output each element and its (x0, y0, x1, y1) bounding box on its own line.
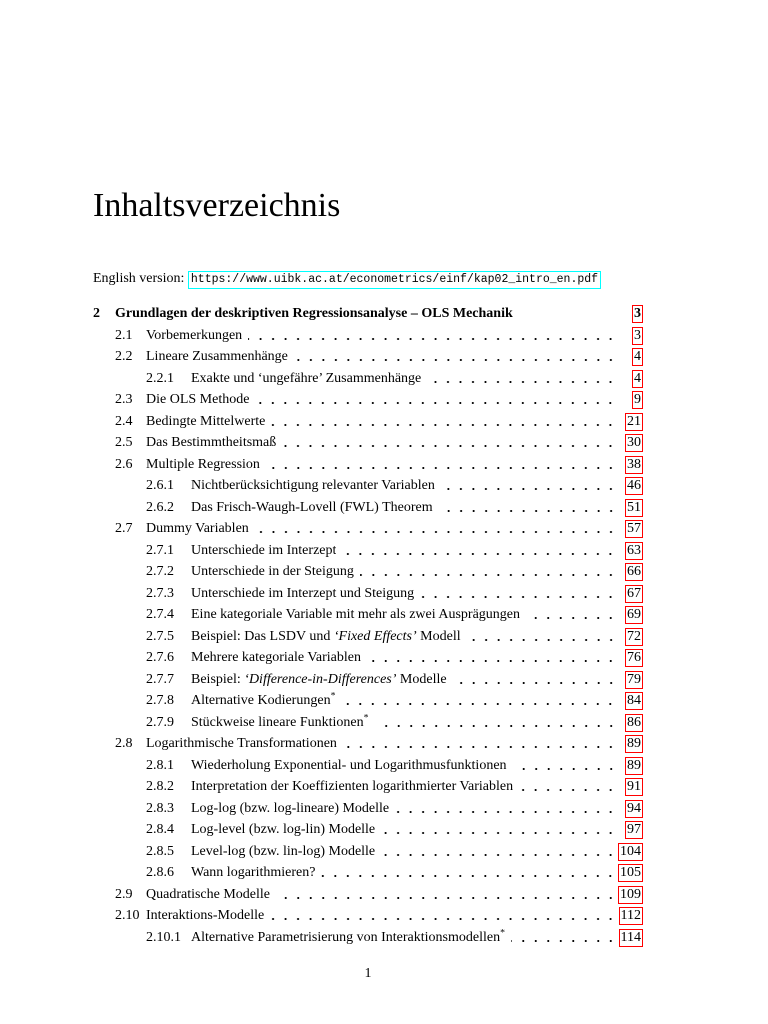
toc-subsection (93, 626, 643, 648)
toc-entry-title-text: Interpretation der Koeffizienten logarithmierter Variablen (191, 779, 514, 794)
toc-entry-title (191, 583, 414, 605)
toc-entry-title-text: Bedingte Mittelwerte (146, 413, 266, 429)
toc-page-link[interactable]: 112 (620, 908, 641, 923)
toc-entry-title-emphasis: ‘Difference-in-Differences’ (244, 671, 397, 687)
toc-entry-title-text: Die OLS Methode (146, 392, 250, 407)
toc-entry-title-text: Alternative Kodierungen (191, 693, 331, 708)
toc-page-link[interactable]: 76 (627, 650, 641, 665)
toc-entry-page (617, 626, 643, 648)
toc-entry-number: 2.8.3 (146, 800, 174, 816)
toc-entry-title (191, 712, 369, 734)
toc-entry-title-part: Modell (416, 628, 461, 644)
toc-entry-title-text: Alternative Parametrisierung von Interaktionsmodellen (191, 929, 501, 945)
toc-entry-title-text: Quadratische Modelle (146, 886, 271, 902)
toc-entry-title-text: Vorbemerkungen (146, 327, 243, 343)
toc-entry-number: 2.8.6 (146, 865, 174, 880)
toc-entry-title (191, 540, 336, 562)
page-title: Inhaltsverzeichnis (93, 187, 341, 224)
toc-entry-title (146, 905, 264, 927)
dot-leader (381, 819, 617, 841)
toc-entry-page (617, 561, 643, 583)
toc-subsection (93, 540, 643, 562)
toc-entry-title-text: Das Bestimmtheitsmaß (146, 435, 277, 450)
toc-entry-page (617, 798, 643, 820)
toc-page-link[interactable]: 21 (627, 413, 641, 429)
toc-entry-page (617, 819, 643, 841)
toc-page-link[interactable]: 89 (627, 736, 641, 751)
toc-entry-title-text: Eine kategoriale Variable mit mehr als zwei Ausprägungen (191, 607, 521, 622)
toc-entry-title (191, 798, 389, 820)
toc-entry-title (146, 733, 337, 755)
toc-entry-number: 2.1 (115, 327, 133, 343)
dot-leader (294, 346, 617, 368)
toc-page-link[interactable]: 109 (620, 886, 641, 902)
toc-entry-number: 2.7.8 (146, 693, 174, 708)
toc-entry-title (191, 927, 505, 949)
toc-entry-number: 2.4 (115, 413, 133, 429)
toc-page-link[interactable]: 114 (620, 929, 641, 945)
toc-section (93, 905, 643, 927)
dot-leader (360, 561, 617, 583)
toc-entry-title (191, 368, 421, 390)
toc-entry-page (617, 432, 643, 454)
toc-section (93, 432, 643, 454)
toc-entry-title-text: Exakte und ‘ungefähre’ Zusammenhänge (191, 370, 422, 386)
toc-section (93, 884, 643, 906)
toc-entry-title (146, 432, 276, 454)
toc-entry-title-part: Beispiel: (191, 671, 245, 687)
toc-entry-page (617, 927, 643, 949)
toc-section (93, 733, 643, 755)
dot-leader (467, 626, 617, 648)
toc-subsection (93, 690, 643, 712)
toc-entry-title-text: Unterschiede im Interzept (191, 542, 337, 558)
toc-entry-number: 2.7.5 (146, 628, 174, 644)
toc-subsection (93, 583, 643, 605)
dot-leader (511, 927, 617, 949)
toc-entry-title (146, 454, 260, 476)
toc-entry-page (617, 755, 643, 777)
dot-leader (342, 540, 617, 562)
toc-subsection (93, 561, 643, 583)
toc-entry-title-text: Level-log (bzw. lin-log) Modelle (191, 843, 376, 859)
toc-page-link[interactable]: 89 (627, 757, 641, 773)
toc-entry-page (617, 733, 643, 755)
toc-entry-number: 2.8 (115, 736, 133, 751)
toc-entry-title-emphasis: ‘Fixed Effects’ (333, 628, 417, 644)
toc-entry-number: 2.10 (115, 908, 140, 923)
dot-leader (341, 690, 617, 712)
toc-entry-page (617, 346, 643, 368)
toc-page-link[interactable]: 4 (634, 349, 641, 364)
toc-entry-title-text: Mehrere kategoriale Variablen (191, 650, 361, 665)
toc-entry-title-text: Dummy Variablen (146, 521, 249, 536)
toc-page-link[interactable]: 30 (627, 435, 641, 450)
toc-entry-title (115, 303, 513, 325)
english-version-label: English version: (93, 271, 185, 286)
dot-leader (513, 755, 617, 777)
toc-entry-number: 2.9 (115, 886, 133, 902)
toc-entry-title (191, 497, 433, 519)
toc-page-link[interactable]: 67 (627, 585, 641, 601)
dot-leader (282, 432, 617, 454)
toc-entry-title (191, 819, 375, 841)
toc-entry-title (191, 669, 447, 691)
toc-entry-page (617, 583, 643, 605)
toc-entry-title (146, 411, 265, 433)
toc-entry-title (191, 475, 435, 497)
toc-entry-number: 2.3 (115, 392, 133, 407)
toc-section (93, 411, 643, 433)
toc-entry-number: 2.6.2 (146, 499, 174, 515)
toc-entry-number: 2.5 (115, 435, 133, 450)
dot-leader (526, 604, 617, 626)
toc-entry-title (146, 325, 242, 347)
toc-entry-title (146, 518, 249, 540)
toc-subsection (93, 647, 643, 669)
toc-entry-number: 2.2 (115, 349, 133, 364)
toc-entry-number: 2.7.6 (146, 650, 174, 665)
toc-entry-page (617, 454, 643, 476)
toc-entry-page (617, 776, 643, 798)
toc-section (93, 346, 643, 368)
toc-entry-number: 2.7.3 (146, 585, 174, 601)
toc-entry-marker: * (330, 690, 336, 702)
toc-entry-number: 2.8.1 (146, 757, 174, 773)
toc-entry-number: 2.6 (115, 456, 133, 472)
toc-subsection (93, 798, 643, 820)
dot-leader (441, 475, 617, 497)
toc-entry-title-text: Unterschiede im Interzept und Steigung (191, 585, 415, 601)
dot-leader (367, 647, 617, 669)
toc-subsection (93, 669, 643, 691)
toc-entry-title-part: Modelle (396, 671, 447, 687)
dot-leader (266, 454, 617, 476)
toc-entry-page (617, 905, 643, 927)
toc-entry-title-text: Lineare Zusammenhänge (146, 349, 288, 364)
toc-entry-page (617, 690, 643, 712)
toc-entry-page (617, 411, 643, 433)
toc-entry-page (617, 303, 643, 325)
toc-section (93, 325, 643, 347)
dot-leader (375, 712, 617, 734)
dot-leader (255, 389, 617, 411)
dot-leader (453, 669, 617, 691)
english-version-link[interactable]: https://www.uibk.ac.at/econometrics/einf/kap02_intro_en.pdf (188, 271, 601, 289)
toc-entry-title (146, 346, 288, 368)
toc-entry-number: 2.7 (115, 521, 133, 536)
toc-page-link[interactable]: 66 (627, 564, 641, 579)
toc-entry-number: 2.8.5 (146, 843, 174, 859)
toc-page-link[interactable]: 4 (634, 370, 641, 386)
toc-entry-page (617, 389, 643, 411)
toc-spacer (513, 303, 617, 325)
toc-entry-title-text: Wiederholung Exponential- und Logarithmusfunktionen (191, 757, 507, 773)
dot-leader (519, 776, 617, 798)
dot-leader (276, 884, 617, 906)
toc-entry-number: 2.10.1 (146, 929, 181, 945)
toc-entry-page (617, 497, 643, 519)
toc-entry-title-text: Nichtberücksichtigung relevanter Variablen (191, 478, 435, 493)
toc-entry-number: 2.8.2 (146, 779, 174, 794)
toc-entry-number: 2.7.4 (146, 607, 174, 622)
toc-entry-page (617, 647, 643, 669)
toc-entry-title-text: Multiple Regression (146, 456, 260, 472)
toc-entry-number: 2.8.4 (146, 822, 174, 837)
toc-page-link[interactable]: 38 (627, 456, 641, 472)
toc-entry-title (191, 841, 375, 863)
toc-page-link[interactable]: 69 (627, 607, 641, 622)
toc-page-link[interactable]: 104 (620, 843, 641, 859)
toc-page-link[interactable]: 79 (627, 671, 641, 687)
dot-leader (439, 497, 617, 519)
toc-chapter (93, 303, 643, 325)
toc-entry-title-text: Logarithmische Transformationen (146, 736, 337, 751)
toc-entry-number: 2.2.1 (146, 370, 174, 386)
table-of-contents (93, 303, 643, 948)
dot-leader (427, 368, 617, 390)
toc-entry-title-text: Grundlagen der deskriptiven Regressionsanalyse – OLS Mechanik (115, 306, 513, 321)
toc-subsection (93, 862, 643, 884)
toc-entry-title-text: Unterschiede in der Steigung (191, 564, 354, 579)
toc-section (93, 389, 643, 411)
dot-leader (343, 733, 617, 755)
toc-entry-title-part: Beispiel: Das LSDV und (191, 628, 334, 644)
toc-subsection (93, 604, 643, 626)
toc-page-link[interactable]: 91 (627, 779, 641, 794)
toc-subsection (93, 755, 643, 777)
toc-section (93, 518, 643, 540)
toc-page-link[interactable]: 97 (627, 822, 641, 837)
toc-entry-page (617, 475, 643, 497)
toc-page-link[interactable]: 46 (627, 478, 641, 493)
toc-entry-title-text: Wann logarithmieren? (191, 865, 316, 880)
toc-subsection (93, 368, 643, 390)
toc-entry-title-text: Log-log (bzw. log-lineare) Modelle (191, 800, 390, 816)
toc-subsection (93, 776, 643, 798)
toc-entry-page (617, 884, 643, 906)
toc-page-link[interactable]: 72 (627, 628, 641, 644)
toc-subsection (93, 712, 643, 734)
toc-subsection (93, 475, 643, 497)
dot-leader (271, 411, 617, 433)
toc-entry-number: 2.7.2 (146, 564, 174, 579)
dot-leader (321, 862, 617, 884)
toc-entry-number: 2 (93, 306, 100, 321)
toc-entry-number: 2.7.9 (146, 714, 174, 730)
dot-leader (420, 583, 617, 605)
toc-page-link[interactable]: 9 (634, 392, 641, 407)
page-number: 1 (364, 966, 372, 981)
toc-page-link[interactable]: 63 (627, 542, 641, 558)
toc-entry-title (191, 690, 335, 712)
toc-page-link[interactable]: 105 (620, 865, 641, 880)
toc-entry-title (146, 389, 249, 411)
toc-entry-title (191, 561, 354, 583)
toc-entry-marker: * (363, 712, 369, 724)
dot-leader (395, 798, 617, 820)
toc-subsection (93, 497, 643, 519)
toc-entry-title-text: Interaktions-Modelle (146, 908, 265, 923)
toc-entry-title (146, 884, 270, 906)
english-version-line (93, 269, 601, 289)
toc-entry-title (191, 776, 513, 798)
dot-leader (381, 841, 617, 863)
toc-entry-number: 2.7.7 (146, 671, 174, 687)
toc-page-link[interactable]: 57 (627, 521, 641, 536)
toc-entry-marker: * (500, 927, 505, 939)
toc-entry-title (191, 862, 315, 884)
toc-entry-title-text: Stückweise lineare Funktionen (191, 714, 364, 730)
toc-subsection (93, 819, 643, 841)
toc-subsection (93, 927, 643, 949)
toc-page-link[interactable]: 51 (627, 499, 641, 515)
toc-entry-page (617, 841, 643, 863)
toc-entry-number: 2.6.1 (146, 478, 174, 493)
toc-entry-number: 2.7.1 (146, 542, 174, 558)
toc-entry-title-text: Log-level (bzw. log-lin) Modelle (191, 822, 376, 837)
toc-entry-title (191, 755, 507, 777)
toc-entry-page (617, 368, 643, 390)
toc-entry-title (191, 626, 461, 648)
toc-entry-page (617, 604, 643, 626)
toc-entry-title (191, 604, 520, 626)
toc-entry-title-text: Das Frisch-Waugh-Lovell (FWL) Theorem (191, 499, 433, 515)
toc-page-link[interactable]: 84 (627, 693, 641, 708)
toc-entry-page (617, 518, 643, 540)
toc-entry-title (191, 647, 361, 669)
toc-page-link[interactable]: 86 (627, 714, 641, 730)
toc-page-link[interactable]: 3 (634, 327, 641, 343)
toc-subsection (93, 841, 643, 863)
toc-page-link[interactable]: 94 (627, 800, 641, 816)
dot-leader (270, 905, 617, 927)
toc-entry-page (617, 540, 643, 562)
toc-entry-page (617, 669, 643, 691)
dot-leader (255, 518, 617, 540)
toc-entry-page (617, 862, 643, 884)
toc-entry-page (617, 325, 643, 347)
toc-section (93, 454, 643, 476)
dot-leader (248, 325, 617, 347)
toc-entry-page (617, 712, 643, 734)
toc-page-link[interactable]: 3 (634, 306, 641, 321)
